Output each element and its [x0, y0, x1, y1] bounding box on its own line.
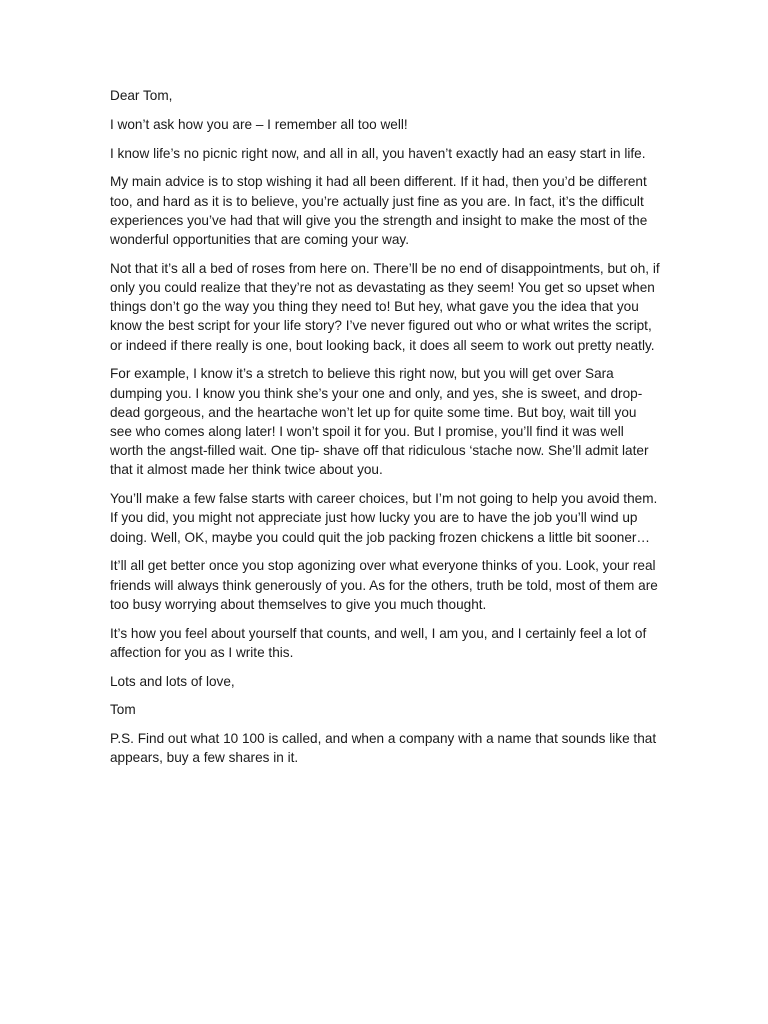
letter-body — [110, 86, 660, 777]
paragraph: Not that it’s all a bed of roses from here on. There’ll be no end of disappointments, but oh, if only you could realize that they’re not as devastating as they seem! You get so upset when things don’t go the way you thing they need to! But hey, what gave you the idea that you know the best script for your life story? I’ve never figured out who or what writes the script, or indeed if there really is one, bout looking back, it does all seem to work out pretty neatly. — [110, 260, 660, 353]
signature: Tom — [110, 702, 136, 718]
paragraph: For example, I know it’s a stretch to believe this right now, but you will get over Sara dumping you. I know you think she’s your one and only, and yes, she is sweet, and drop-dead gorgeous, and the heartache won’t let up for quite some time. But boy, wait till you see who comes along later! I won’t spoil it for you. But I promise, you’ll find it was well worth the angst-filled wait. One tip- shave off that ridiculous ‘stache now. She’ll admit later that it almost made her think twice about you. — [110, 366, 649, 478]
postscript: P.S. Find out what 10 100 is called, and when a company with a name that sounds like that appears, buy a few shares in it. — [110, 731, 657, 766]
paragraph: You’ll make a few false starts with career choices, but I’m not going to help you avoid them. If you did, you might not appreciate just how lucky you are to have the job you’ll wind up doing. Well, OK, maybe you could quit the job packing frozen chickens a little bit sooner… — [110, 491, 658, 545]
paragraph: It’ll all get better once you stop agonizing over what everyone thinks of you. Look, your real friends will always think generously of you. As for the others, truth be told, most of them are too busy worrying about themselves to give you much thought. — [110, 558, 658, 612]
paragraph: It’s how you feel about yourself that counts, and well, I am you, and I certainly feel a lot of affection for you as I write this. — [110, 625, 647, 660]
paragraph: I know life’s no picnic right now, and all in all, you haven’t exactly had an easy start in life. — [110, 145, 646, 161]
paragraph: I won’t ask how you are – I remember all too well! — [110, 116, 408, 132]
closing: Lots and lots of love, — [110, 673, 235, 689]
salutation: Dear Tom, — [110, 88, 173, 103]
paragraph: My main advice is to stop wishing it had all been different. If it had, then you’d be different too, and hard as it is to believe, you’re actually just fine as you are. In fact, it’s the difficult experiences you’ve had that will give you the strength and insight to make the most of the wonderful opportunities that are coming your way. — [110, 174, 648, 247]
